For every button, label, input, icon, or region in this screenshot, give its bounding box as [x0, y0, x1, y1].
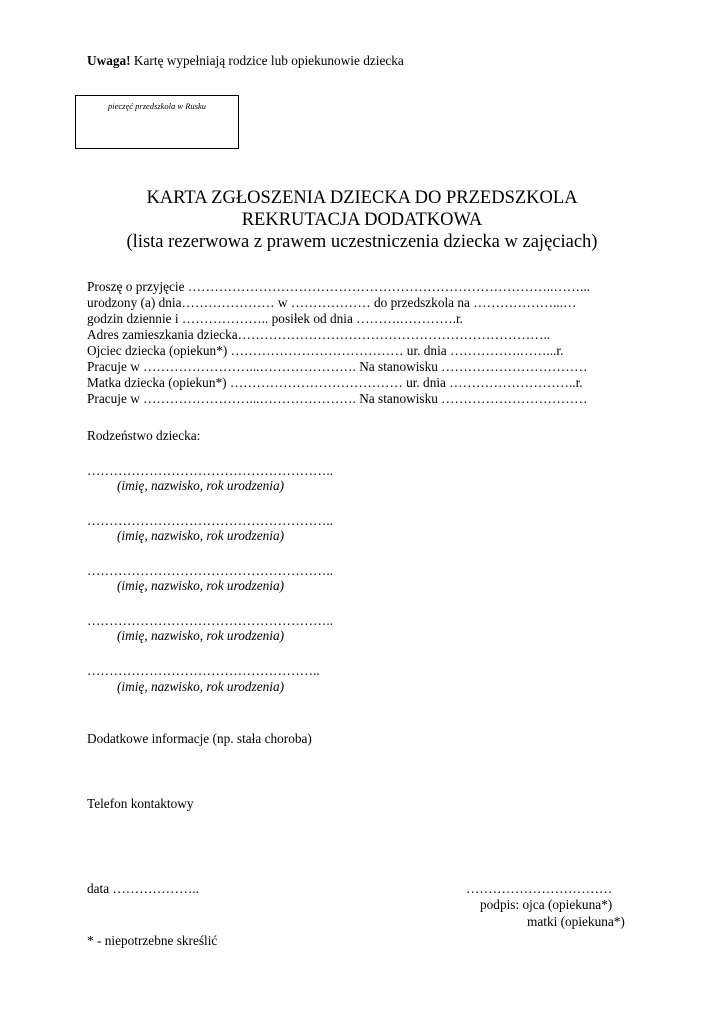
sibling-entry-dots: ………………………………………………..: [87, 513, 333, 528]
signature-dots: ……………………………: [466, 881, 613, 896]
form-line-birth: urodzony (a) dnia………………… w ……………… do przedszkola na ………………...…: [87, 295, 577, 310]
sibling-entry-dots: ………………………………………………..: [87, 613, 333, 628]
sibling-entry-dots: ………………………………………………..: [87, 563, 333, 578]
title-line-3: (lista rezerwowa z prawem uczestniczenia dziecka w zajęciach): [126, 232, 598, 252]
form-line-father: Ojciec dziecka (opiekun*) ………………………………… ur. dnia …………….……...r.: [87, 343, 564, 358]
form-line-mother-work: Pracuje w ……………………...…………………. Na stanowisku ……………………………: [87, 391, 588, 406]
signature-father-label: podpis: ojca (opiekuna*): [480, 897, 613, 912]
notice-bold: Uwaga!: [87, 53, 131, 68]
sibling-entry-caption: (imię, nazwisko, rok urodzenia): [117, 628, 285, 643]
sibling-entry-caption: (imię, nazwisko, rok urodzenia): [117, 578, 285, 593]
sibling-entry-caption: (imię, nazwisko, rok urodzenia): [117, 679, 285, 694]
application-form: [87, 279, 590, 407]
siblings-label: Rodzeństwo dziecka:: [87, 428, 201, 443]
stamp-box: [75, 95, 239, 149]
sibling-entry-caption: (imię, nazwisko, rok urodzenia): [117, 478, 285, 493]
form-line-father-work: Pracuje w ……………………...…………………. Na stanowisku ……………………………: [87, 359, 588, 374]
form-line-mother: Matka dziecka (opiekun*) ………………………………… ur. dnia ………………………..r.: [87, 375, 583, 390]
notice-text: Kartę wypełniają rodzice lub opiekunowie dziecka: [130, 53, 404, 68]
title-line-2: REKRUTACJA DODATKOWA: [241, 210, 483, 230]
stamp-label: pieczęć przedszkola w Rusku: [108, 101, 206, 111]
form-line-address: Adres zamieszkania dziecka……………………………………………………………..: [87, 327, 551, 342]
title-line-1: KARTA ZGŁOSZENIA DZIECKA DO PRZEDSZKOLA: [146, 188, 578, 208]
form-line-hours: godzin dziennie i ……………….. posiłek od dnia ……….………….r.: [87, 311, 463, 326]
sibling-entry-dots: ………………………………………………..: [87, 463, 333, 478]
notice: [87, 52, 404, 69]
date-field: data ………………..: [87, 881, 199, 896]
sibling-entry-dots: ……………………………………………..: [87, 663, 320, 678]
additional-info-label: Dodatkowe informacje (np. stała choroba): [87, 731, 312, 746]
sibling-entry-caption: (imię, nazwisko, rok urodzenia): [117, 528, 285, 543]
footnote: * - niepotrzebne skreślić: [87, 933, 218, 948]
phone-label: Telefon kontaktowy: [87, 796, 194, 811]
signature-mother-label: matki (opiekuna*): [527, 914, 625, 929]
form-line-admission: Proszę o przyjęcie ………………………………………………………………………..……...: [87, 279, 591, 294]
